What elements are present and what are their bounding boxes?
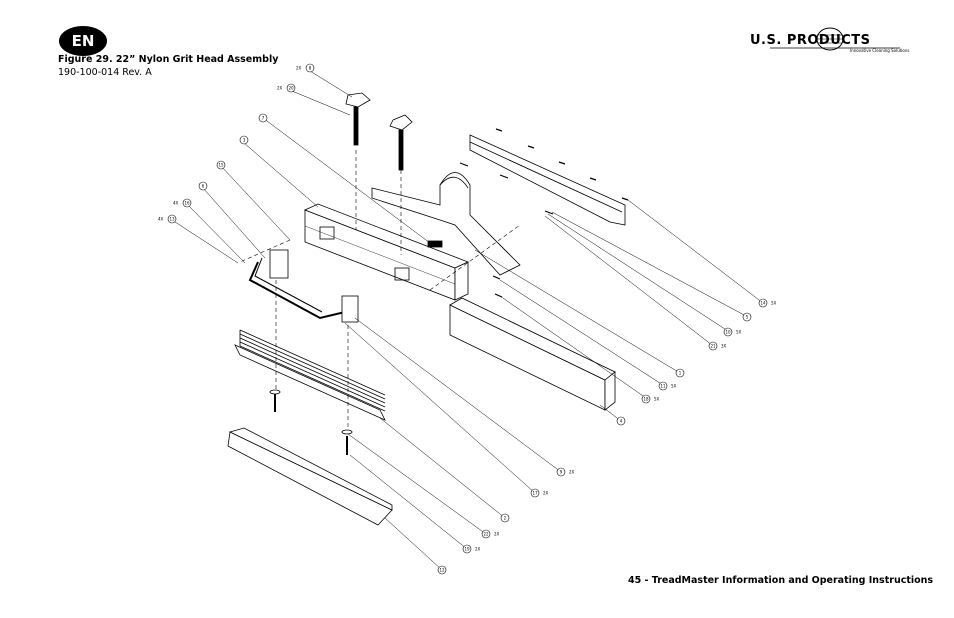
callout-quantity: 2X [543, 490, 549, 496]
callout-number: 15 [218, 162, 224, 168]
pad-block-bottom [228, 428, 392, 525]
callout-number: 10 [725, 329, 731, 335]
callout-quantity: 2X [494, 531, 500, 537]
figure-part-number: 190-100-014 Rev. A [58, 67, 152, 78]
logo-tagline: Innovative Cleaning Solutions [850, 48, 910, 53]
brush-bar [235, 330, 385, 420]
callout-number: 4 [619, 418, 623, 424]
callout-number: 19 [464, 546, 470, 552]
callout-19 [463, 545, 481, 553]
language-badge: EN [59, 26, 107, 56]
knob-left [346, 93, 370, 145]
callout-number: 8 [308, 65, 312, 71]
callout-12 [438, 566, 446, 574]
callout-quantity: 5X [671, 383, 677, 389]
callout-15 [217, 161, 225, 169]
callout-number: 14 [760, 300, 766, 306]
callout-6 [199, 182, 207, 190]
callout-quantity: 4X [173, 200, 179, 206]
callout-9 [557, 468, 575, 476]
page-footer: 45 - TreadMaster Information and Operating Instructions [628, 575, 934, 586]
callout-quantity: 2X [277, 85, 283, 91]
knob-right [390, 115, 412, 170]
handle-loop [250, 250, 358, 322]
callout-quantity: 4X [158, 216, 164, 222]
callout-5 [743, 313, 751, 321]
callout-number: 21 [710, 343, 716, 349]
logo-name: U.S. PRODUCTS [750, 33, 871, 48]
callout-7 [259, 114, 267, 122]
callout-13 [158, 215, 176, 223]
callout-quantity: 2X [569, 469, 575, 475]
callout-number: 3 [242, 137, 246, 143]
callout-number: 20 [288, 85, 294, 91]
callout-number: 6 [201, 183, 205, 189]
callout-number: 2 [503, 515, 507, 521]
figure-title: Figure 29. 22” Nylon Grit Head Assembly [58, 54, 279, 65]
latch-part [428, 241, 442, 247]
callout-3 [240, 136, 248, 144]
callout-number: 5 [745, 314, 749, 320]
callout-number: 22 [483, 531, 489, 537]
callout-2 [501, 514, 509, 522]
callout-4 [617, 417, 625, 425]
callout-number: 1 [678, 370, 682, 376]
callout-number: 18 [643, 396, 649, 402]
callout-number: 16 [184, 200, 190, 206]
callout-number: 11 [660, 383, 666, 389]
callout-quantity: 2X [475, 546, 481, 552]
callout-quantity: 5X [771, 300, 777, 306]
callout-number: 9 [559, 469, 563, 475]
callout-20 [277, 84, 295, 92]
bolt-left [270, 390, 280, 412]
callout-number: 12 [439, 567, 445, 573]
wear-block-right [450, 298, 615, 410]
callout-quantity: 3X [721, 343, 727, 349]
callout-17 [531, 489, 549, 497]
callout-number: 17 [532, 490, 538, 496]
callout-quantity: 5X [736, 329, 742, 335]
callout-18 [642, 395, 660, 403]
callout-number: 13 [169, 216, 175, 222]
callout-21 [709, 342, 727, 350]
callout-quantity: 2X [296, 65, 302, 71]
callout-10 [724, 328, 742, 336]
callout-8 [296, 64, 314, 72]
callout-1 [676, 369, 684, 377]
bolt-right [342, 430, 352, 455]
callout-11 [659, 382, 677, 390]
callout-14 [759, 299, 777, 307]
callout-22 [482, 530, 500, 538]
callout-number: 7 [261, 115, 265, 121]
callout-quantity: 5X [654, 396, 660, 402]
callout-16 [173, 199, 191, 207]
